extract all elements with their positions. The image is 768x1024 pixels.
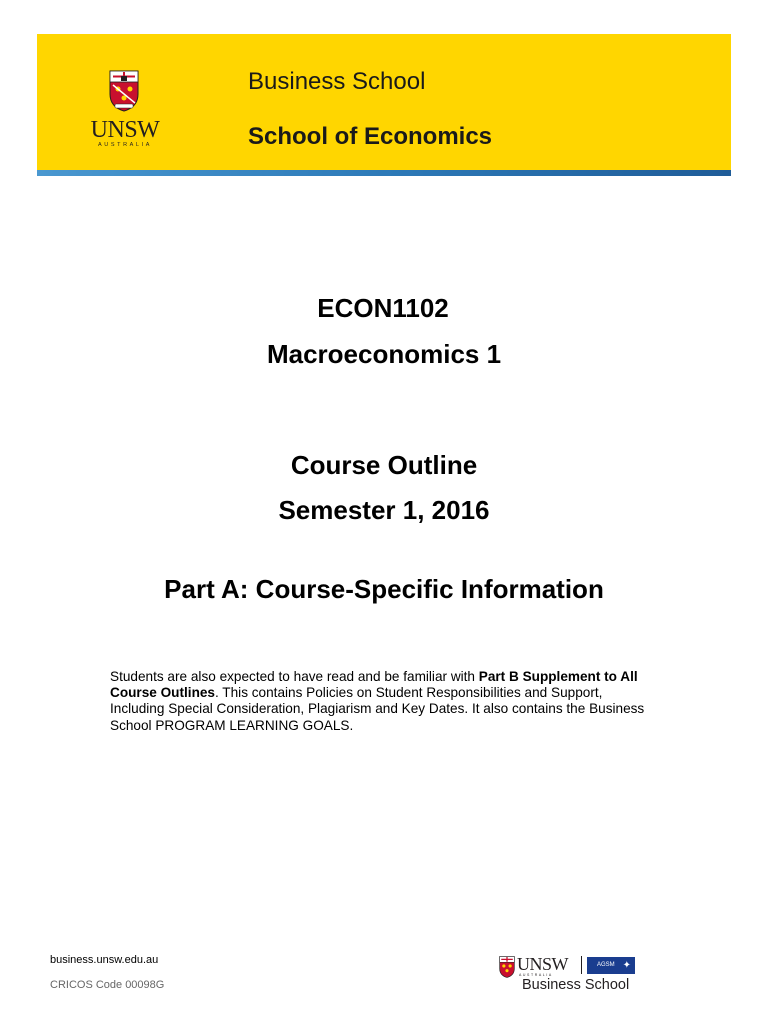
part-heading: Part A: Course-Specific Information xyxy=(164,574,604,604)
footer-logo-divider xyxy=(581,956,582,974)
agsm-badge xyxy=(587,957,635,974)
footer-logo-subtitle: AUSTRALIA xyxy=(519,973,553,977)
intro-text-after: . This contains Policies on Student Responsibilities and Support, Including Special Consideration, Plagiarism and Key Dates. It also contains the Business School PROGRAM LEARNING GOALS. xyxy=(110,685,645,733)
footer-logo xyxy=(499,954,639,994)
star-icon: ✦ xyxy=(622,960,631,971)
unsw-crest-icon xyxy=(109,70,139,112)
footer-url-link[interactable]: business.unsw.edu.au xyxy=(50,954,159,966)
intro-text-before: Students are also expected to have read and be familiar with xyxy=(110,669,479,684)
faculty-title: Business School xyxy=(248,68,426,95)
agsm-label: AGSM xyxy=(597,962,615,968)
header-strip xyxy=(37,170,731,176)
school-title: School of Economics xyxy=(248,123,493,150)
course-name: Macroeconomics 1 xyxy=(266,339,502,369)
footer-logo-wordmark: UNSW xyxy=(517,954,568,974)
intro-paragraph xyxy=(110,669,655,734)
logo-subtitle: AUSTRALIA xyxy=(98,142,152,148)
footer-cricos: CRICOS Code 00098G xyxy=(50,979,165,991)
course-code: ECON1102 xyxy=(317,293,449,323)
footer-crest-icon xyxy=(499,956,515,978)
logo-wordmark: UNSW xyxy=(90,117,160,143)
intro-bold-reference: Part B Supplement to All Course Outlines xyxy=(110,669,638,701)
doc-type-title: Course Outline xyxy=(290,450,478,480)
unsw-logo xyxy=(82,70,168,150)
semester-title: Semester 1, 2016 xyxy=(278,495,490,525)
footer-logo-caption: Business School xyxy=(522,977,630,993)
